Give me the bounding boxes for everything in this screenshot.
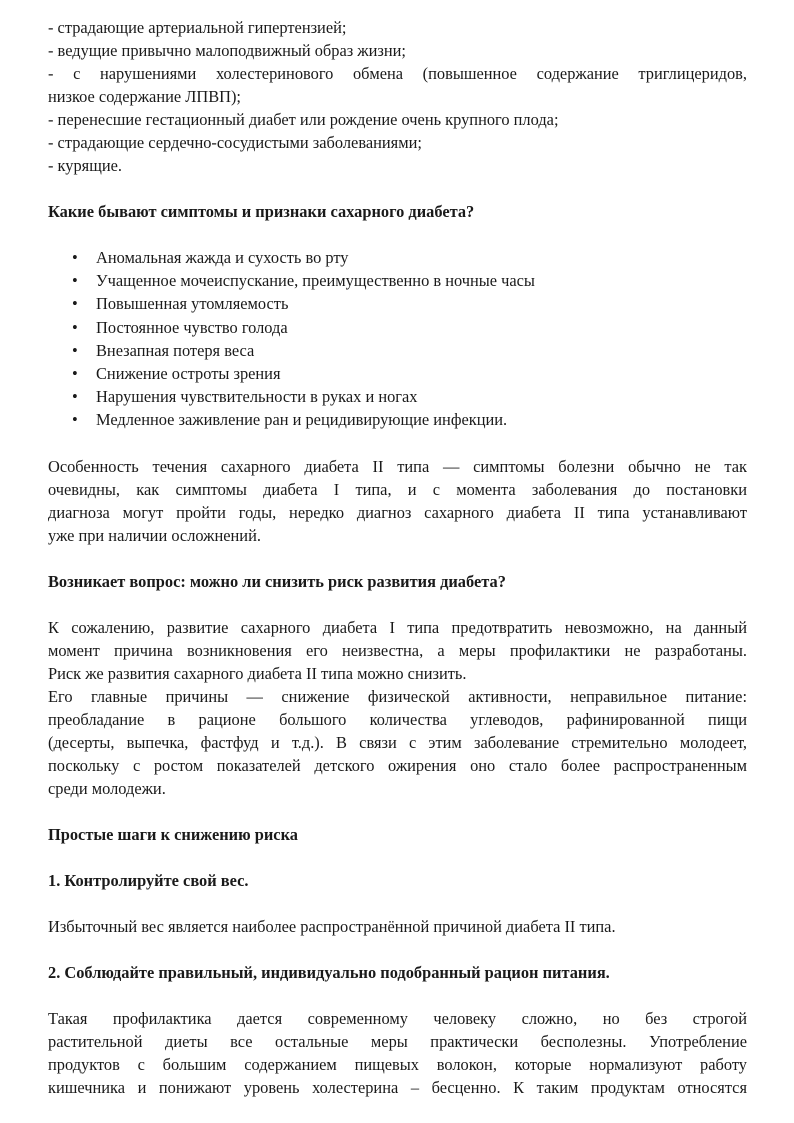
symptom-item: • Нарушения чувствительности в руках и ногах (72, 385, 747, 408)
bullet-icon: • (72, 294, 78, 314)
risk-group-item: - страдающие сердечно-сосудистыми заболеваниями; (48, 133, 422, 152)
symptom-item: • Внезапная потеря веса (72, 339, 747, 362)
risk-question-heading: Возникает вопрос: можно ли снизить риск развития диабета? (48, 571, 506, 591)
symptom-item: • Снижение остроты зрения (72, 362, 747, 385)
symptom-item: • Постоянное чувство голода (72, 316, 747, 339)
symptom-item: • Медленное заживление ран и рецидивирующие инфекции. (72, 408, 747, 431)
risk-question-paragraph: К сожалению, развитие сахарного диабета I типа предотвратить невозможно, на данный момент причина возникновения его неизвестна, а меры профилактики не разработаны. Риск же развития сахарного диабета II типа можно снизить. Его главные причины — снижение физической активности, неправильное питание: преобладание в рационе большого количества углеводов, рафинированной пищи (десерты, выпечка, фастфуд и т.д.). В связи с этим заболевание стремительно молодеет, поскольку с ростом показателей детского ожирения оно стало более распространенным среди молодежи. (48, 617, 747, 798)
risk-group-item: - перенесшие гестационный диабет или рождение очень крупного плода; (48, 110, 559, 129)
risk-group-item: - страдающие артериальной гипертензией; (48, 18, 347, 37)
type2-course-paragraph: Особенность течения сахарного диабета II типа — симптомы болезни обычно не так очевидны, как симптомы диабета I типа, и с момента заболевания до постановки диагноза могут пройти годы, нередко диагноз сахарного диабета II типа устанавливают уже при наличии осложнений. (48, 456, 747, 545)
step2-title: 2. Соблюдайте правильный, индивидуально подобранный рацион питания. (48, 962, 610, 982)
bullet-icon: • (72, 317, 78, 337)
steps-heading: Простые шаги к снижению риска (48, 824, 298, 844)
document-page (48, 16, 747, 1099)
risk-groups-list (48, 16, 747, 177)
step2-paragraph: Такая профилактика дается современному человеку сложно, но без строгой растительной диеты все остальные меры практически бесполезны. Употребление продуктов с большим содержанием пищевых волокон, которые нормализуют работу кишечника и понижают уровень холестерина – бесценно. К таким продуктам относятся (48, 1008, 747, 1097)
risk-group-item: - ведущие привычно малоподвижный образ жизни; (48, 41, 406, 60)
bullet-icon: • (72, 248, 78, 267)
step1-title: 1. Контролируйте свой вес. (48, 870, 249, 890)
bullet-icon: • (72, 340, 78, 360)
symptoms-list (48, 246, 747, 432)
bullet-icon: • (72, 387, 78, 407)
step1-text: Избыточный вес является наиболее распространённой причиной диабета II типа. (48, 916, 616, 936)
risk-group-item: - курящие. (48, 156, 122, 175)
bullet-icon: • (72, 364, 78, 384)
risk-group-item-continuation: низкое содержание ЛПВП); (48, 87, 241, 106)
bullet-icon: • (72, 410, 78, 430)
bullet-icon: • (72, 271, 78, 291)
risk-group-item: - с нарушениями холестеринового обмена (повышенное содержание триглицеридов, (48, 64, 747, 83)
symptom-item: • Учащенное мочеиспускание, преимущественно в ночные часы (72, 269, 747, 292)
symptom-item: • Аномальная жажда и сухость во рту (72, 246, 747, 269)
symptom-item: • Повышенная утомляемость (72, 292, 747, 315)
symptoms-heading: Какие бывают симптомы и признаки сахарного диабета? (48, 202, 475, 221)
